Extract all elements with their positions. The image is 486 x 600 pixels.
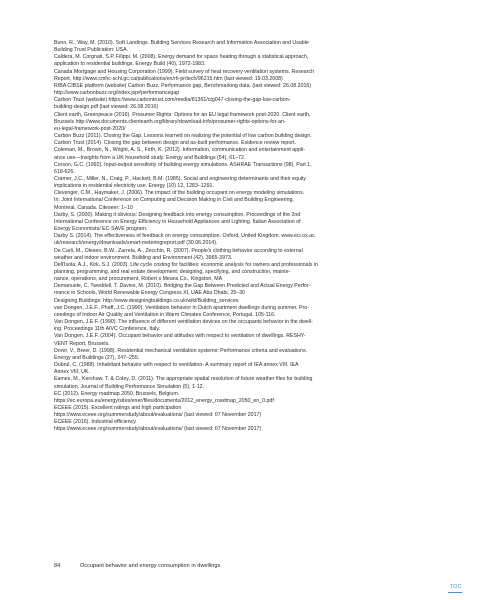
reference-line: Client earth, Greenpeace (2016). Prosumer Rights: Options for an EU legal framework post-2020. Client earth, — [54, 111, 311, 118]
reference-entry — [54, 376, 448, 390]
reference-line: De Carli, M., Olesen, B.W., Zarrela, A., Zecchin, R. (2007). People's clothing behavior according to external — [54, 247, 303, 254]
reference-line: RIBA CIBSE platform (website) Carbon Buzz, Performance gap, Benchmarking data. (last viewed: 26.08.2016) — [54, 82, 312, 89]
reference-line: Annex VIII, UK. — [54, 369, 90, 376]
reference-entry — [54, 54, 448, 68]
reference-entry — [54, 391, 448, 405]
reference-entry — [54, 348, 448, 362]
reference-entry — [54, 262, 448, 283]
reference-entry — [54, 405, 448, 419]
reference-line: Cramer, J.C., Miller, N., Craig, P., Hackett, B.M. (1985). Social and engineering determinants and their equity — [54, 175, 307, 182]
reference-line: Energy Economists/ EC-SAVE program. — [54, 226, 148, 233]
reference-line: Energy and Buildings (27), 247–255. — [54, 354, 140, 361]
reference-line: building-design.pdf (last viewed: 26.08.2016) — [54, 104, 159, 111]
reference-line: nance, operations, and procurement, Robert s Means Co., Kingston, MA — [54, 276, 223, 283]
reference-line: ing. Proceedings 11th AIVC Conference, Italy. — [54, 326, 161, 333]
reference-entry — [54, 40, 448, 54]
reference-line: In: Joint International Conference on Computing and Decision Making in Civil and Building Engineering, — [54, 197, 294, 204]
reference-entry — [54, 305, 448, 319]
running-title: Occupant behavior and energy consumption in dwellings — [80, 563, 221, 569]
reference-line: Dorer, V., Breer, D. (1998). Residential mechanical ventilation systems: Performance criteria and evaluations. — [54, 347, 308, 354]
reference-line: Darby S. (2014). The effectiveness of feedback on energy consumption. Oxford, United Kingdom. www.eci.ox.ac. — [54, 233, 317, 240]
reference-line: uk/research/energy/downloads/smart-meteringreport.pdf (30.06.2014). — [54, 240, 218, 247]
reference-line: Brussels http://www.documents.clientearth.org/library/download-info/prosumer-rights-options-for-an- — [54, 118, 286, 125]
reference-entry — [54, 69, 448, 83]
reference-entry — [54, 333, 448, 347]
reference-line: ance use—Insights from a UK household study. Energy and Buildings (54), 61–72. — [54, 154, 246, 161]
reference-line: Demanuele, C. Tweddell, T. Davies, M. (2010). Bridging the Gap Between Predicted and Actual Energy Perfor- — [54, 283, 311, 290]
reference-entry — [54, 298, 448, 305]
reference-line: implications in residential electricity use. Energy (10) 12, 1283–1291. — [54, 183, 214, 190]
reference-entry — [54, 248, 448, 262]
reference-line: Clevenger, C.M., Haymaker, J. (2006). The impact of the building occupant on energy modeling simulations. — [54, 190, 305, 197]
reference-line: Eames, M., Kershaw, T. & Coley, D. (2011). The appropriate spatial resolution of future weather files for building — [54, 376, 313, 383]
reference-line: ECEEE (2015). Excellent ratings and high participation — [54, 404, 182, 411]
reference-list — [54, 40, 448, 434]
reference-line: weather and indoor environment. Building and Environment (42), 3965-3973. — [54, 254, 233, 261]
reference-line: Bunn, R., Way, M. (2010). Soft Landings. Building Services Research and Information Association and Usable — [54, 40, 309, 46]
reference-entry — [54, 133, 448, 140]
reference-entry — [54, 176, 448, 190]
reference-line: ceedings of Indoor Air Quality and Ventilation in Warm Climates Conference, Portugal, 105-116. — [54, 311, 276, 318]
reference-line: Corson, G.C. (1992). Input-output sensitivity of building energy simulations. ASHRAE Transactions (98), Part 1, — [54, 161, 312, 168]
reference-entry — [54, 419, 448, 433]
reference-entry — [54, 97, 448, 111]
page-footer — [54, 563, 448, 569]
reference-line: https://www.eceee.org/summerstudy/about/evaluations/ (last viewed: 07 November 2017) — [54, 412, 262, 419]
reference-line: Dell'Isola, A.J., Kirk, S.J. (2003). Life cycle costing for facilities: economic analysis for owners and professionals in — [54, 261, 318, 268]
reference-line: EC (2012). Energy roadmap 2050. Brussels, Belgium. — [54, 390, 180, 397]
reference-line: Carbon Buzz (2011). Closing the Gap. Lessons learned on realizing the potential of low carbon building design. — [54, 133, 312, 140]
reference-line: ECEEE (2016). Industrial efficiency — [54, 419, 136, 426]
reference-entry — [54, 212, 448, 233]
reference-line: International Conference on Energy Efficiency in Household Appliances and Lighting. Italian Association of — [54, 218, 301, 225]
reference-line: Dubrul, C. (1988). Inhabitant behavior with respect to ventilation- A summary report of IEA annex VIII. IEA — [54, 362, 299, 369]
reference-entry — [54, 112, 448, 133]
reference-line: simulation. Journal of Building Performance Simulation (5), 1-12. — [54, 383, 204, 390]
reference-line: eu-legal-framework-post-2020/ — [54, 125, 126, 132]
page-number: 84 — [54, 563, 61, 569]
reference-line: Montreal, Canada. Citeseer: 1–10 — [54, 204, 133, 211]
reference-line: Building Trust Publication: USA. — [54, 47, 129, 54]
toc-link[interactable]: TOC — [449, 584, 462, 590]
reference-entry — [54, 162, 448, 176]
reference-line: mance in Schools, World Renewable Energy Congress XI, UAE Abu Dhabi, 25–30 — [54, 290, 246, 297]
reference-line: Van Dongen, J.E.F. (2004). Occupant behavior and attitudes with respect to ventilation of dwellings. RESHY- — [54, 333, 306, 340]
reference-line: Designing Buildings: http://www.designingbuildings.co.uk/wiki/Building_services — [54, 297, 239, 304]
toc-underline — [448, 592, 462, 593]
reference-line: Caldera, M. Corgnati, S.P. Filippi, M. (2008). Energy demand for space heating through a statistical approach, — [54, 54, 309, 61]
reference-entry — [54, 319, 448, 333]
reference-line: van Dongen, J.E.F., Phaff, J.C. (1990). Ventilation behavior in Dutch apartment dwellings during summer. Pro- — [54, 304, 309, 311]
reference-line: Canada Mortgage and Housing Corporation (1999). Field survey of heat recovery ventilation systems. Research — [54, 68, 315, 75]
reference-line: Van Dongen, J.E.F. (1990). The influence of different ventilation devices on the occupants behavior in the dwell- — [54, 319, 313, 326]
reference-line: https://www.eceee.org/summerstudy/about/evaluations/ (last viewed: 07 November 2017) — [54, 426, 262, 433]
reference-line: application to residential buildings. Energy Build (40), 1972-1983. — [54, 61, 206, 68]
reference-line: Report, http://www.cmhc-schl.gc.ca/publications/en/rh-pr/tech/96215.htm (last viewed: 19.03.2008) — [54, 75, 283, 82]
reference-line: Carbon Trust (website) https://www.carbontrust.com/media/81361/ctg047-closing-the-gap-low-carbon- — [54, 97, 291, 104]
reference-entry — [54, 147, 448, 161]
reference-line: https://ec.europa.eu/energy/sites/ener/files/documents/2012_energy_roadmap_2050_en_0.pdf — [54, 397, 274, 404]
reference-line: 618-626. — [54, 168, 75, 175]
reference-line: VENT Report, Brussels. — [54, 340, 110, 347]
reference-entry — [54, 83, 448, 97]
reference-entry — [54, 233, 448, 247]
reference-entry — [54, 362, 448, 376]
reference-line: planning, programming, and real estate development: designing, specifying, and construction, mainte- — [54, 269, 291, 275]
reference-entry — [54, 140, 448, 147]
reference-line: Coleman, M., Brown, N., Wright, A. S., Firth, K. (2012). Information, communication and entertainment appli- — [54, 147, 306, 154]
reference-line: Darby, S. (2000). Making it obvious: Designing feedback into energy consumption. Proceedings of the 2nd — [54, 211, 301, 218]
reference-entry — [54, 190, 448, 211]
reference-line: http://www.carbonbuzz.org/index.jsp#performancegap — [54, 90, 180, 97]
reference-entry — [54, 283, 448, 297]
reference-line: Carbon Trust (2014). Closing the gap between design and as-built performance. Evidence review report. — [54, 140, 296, 147]
